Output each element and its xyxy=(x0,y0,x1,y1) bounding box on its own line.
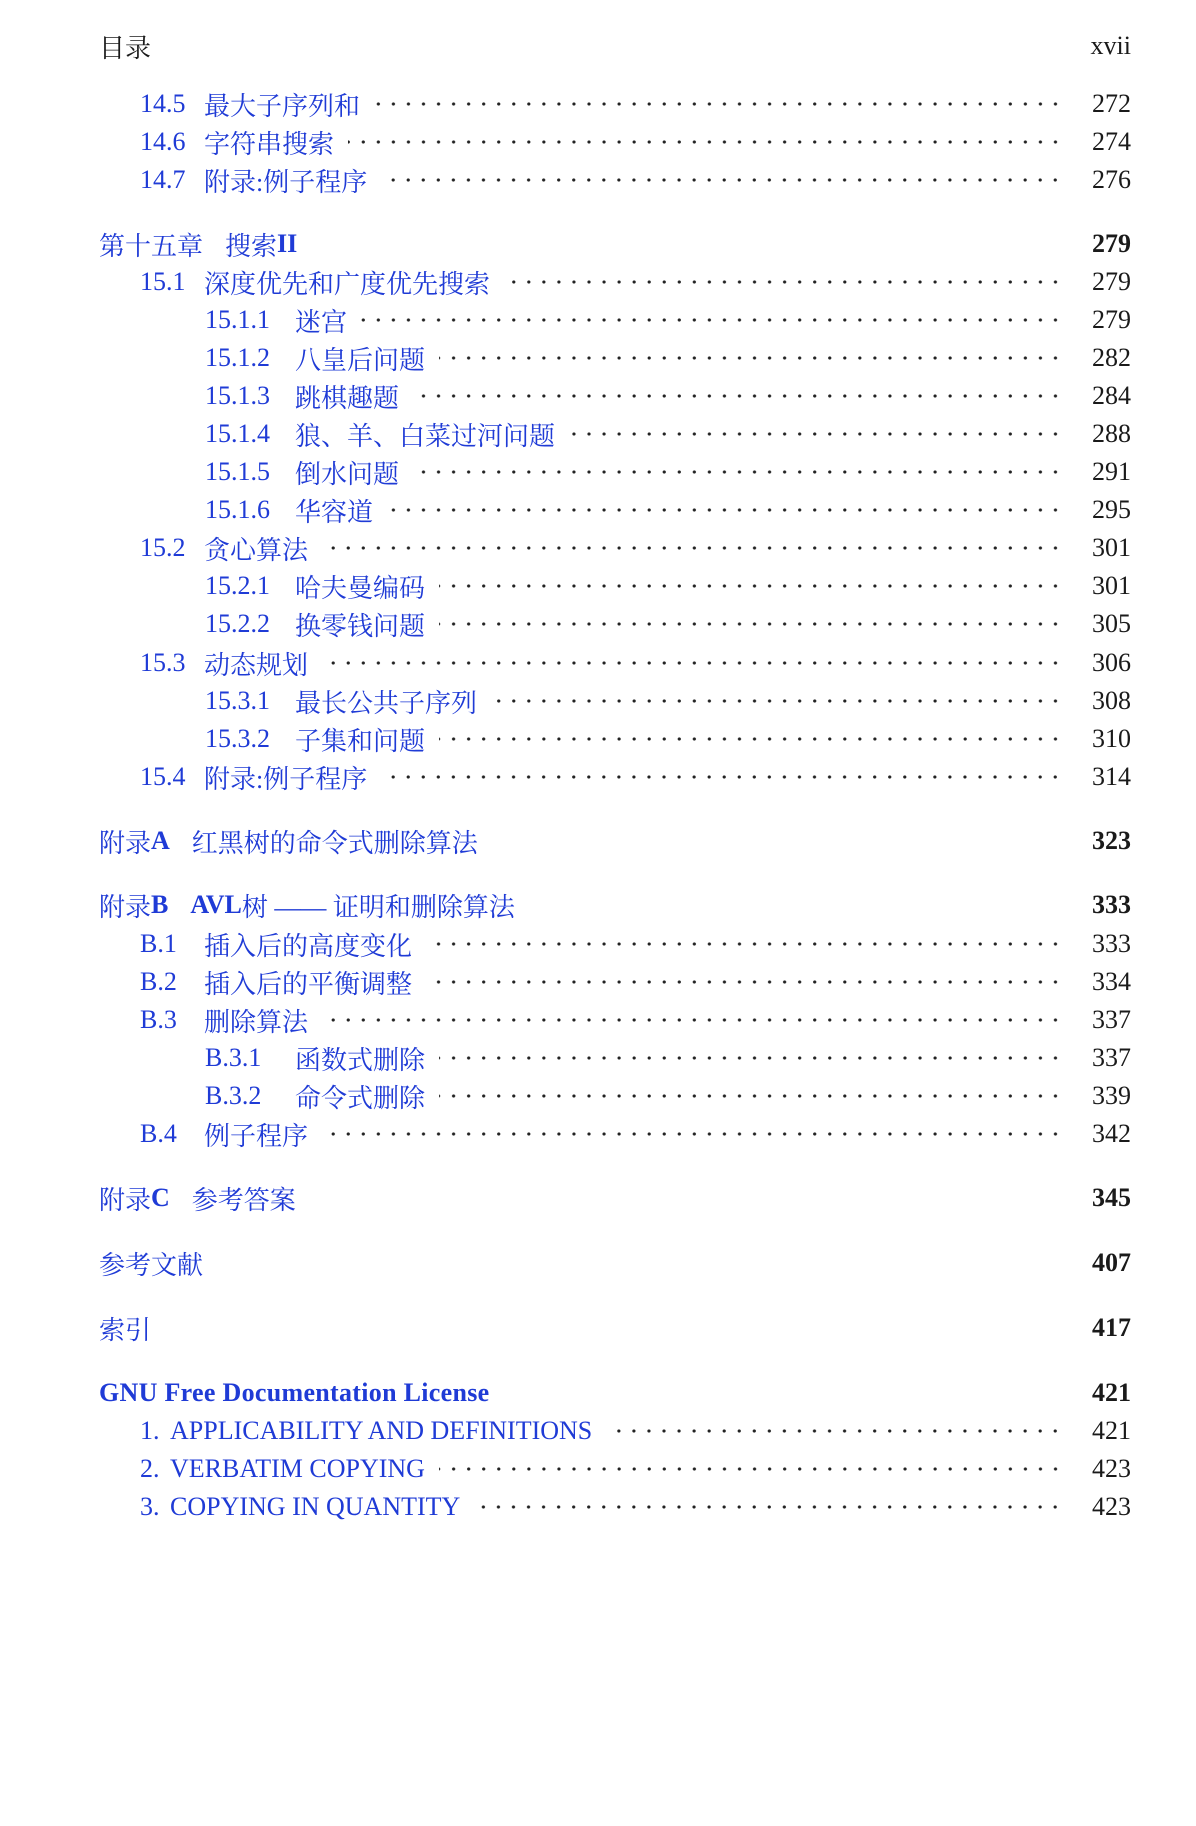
page-number: 276 xyxy=(1092,165,1131,194)
chapter-title: 索引 xyxy=(99,1315,152,1345)
section-number: 15.1 xyxy=(140,267,186,296)
section-number: 15.2 xyxy=(140,533,186,562)
leader-dots xyxy=(504,262,1063,302)
subsection-number: 15.3.1 xyxy=(205,686,270,715)
toc-entry-fdl-2[interactable] xyxy=(0,1449,1196,1489)
page-number: 301 xyxy=(1092,571,1131,600)
appendix-prefix: 附录 xyxy=(99,828,152,858)
subsection-title: 最长公共子序列 xyxy=(295,688,478,718)
toc-link[interactable] xyxy=(140,964,412,1001)
section-number: 2. xyxy=(140,1454,160,1483)
toc-link[interactable] xyxy=(99,1245,203,1282)
chapter-title: 搜索 xyxy=(225,231,278,261)
toc-link[interactable] xyxy=(140,1116,308,1153)
section-title: 删除算法 xyxy=(204,1007,309,1037)
toc-entry-b-3-1[interactable] xyxy=(0,1038,1196,1078)
leader-dots xyxy=(413,376,1063,416)
appendix-prefix: 附录 xyxy=(99,1185,152,1215)
subsection-number: 15.1.3 xyxy=(205,381,270,410)
toc-entry-14-7[interactable] xyxy=(0,160,1196,200)
toc-link[interactable] xyxy=(140,1454,425,1484)
toc-link[interactable] xyxy=(205,568,425,605)
section-title: 字符串搜索 xyxy=(204,129,335,159)
toc-link[interactable] xyxy=(205,683,477,720)
toc-link[interactable] xyxy=(140,124,334,161)
toc-link[interactable] xyxy=(205,492,373,529)
appendix-title: 红黑树的命令式删除算法 xyxy=(191,828,478,858)
toc-link[interactable] xyxy=(205,721,425,758)
subsection-number: 15.1.1 xyxy=(205,305,270,334)
leader-dots xyxy=(426,924,1063,964)
section-number: 15.4 xyxy=(140,762,186,791)
toc-entry-14-5[interactable] xyxy=(0,84,1196,124)
toc-link[interactable] xyxy=(140,1416,592,1446)
subsection-title: 八皇后问题 xyxy=(295,345,426,375)
subsection-title: 倒水问题 xyxy=(295,459,400,489)
toc-link[interactable] xyxy=(99,1310,151,1347)
page-number: 274 xyxy=(1092,127,1131,156)
toc-chapter-15[interactable] xyxy=(0,224,1196,264)
chapter-title-bold: II xyxy=(277,229,298,258)
page-number: 407 xyxy=(1092,1248,1131,1277)
toc-appendix-a[interactable] xyxy=(0,821,1196,861)
page-number: 314 xyxy=(1092,762,1131,791)
section-title: 深度优先和广度优先搜索 xyxy=(204,269,491,299)
page-number: 306 xyxy=(1092,648,1131,677)
subsection-number: 15.1.5 xyxy=(205,457,270,486)
page-number: 282 xyxy=(1092,343,1131,372)
toc-references[interactable] xyxy=(0,1243,1196,1283)
page-number: 417 xyxy=(1092,1313,1131,1342)
toc-link[interactable] xyxy=(140,645,308,682)
appendix-title-bold: AVL xyxy=(190,890,242,919)
toc-link[interactable] xyxy=(140,926,412,963)
subsection-title: 函数式删除 xyxy=(295,1045,426,1075)
section-number: 14.7 xyxy=(140,165,186,194)
page-number: 421 xyxy=(1092,1416,1131,1445)
page-number: 308 xyxy=(1092,686,1131,715)
leader-dots xyxy=(381,757,1063,797)
toc-entry-14-6[interactable] xyxy=(0,122,1196,162)
page-number: xvii xyxy=(1090,31,1131,60)
toc-link[interactable] xyxy=(205,416,555,453)
running-head-title: 目录 xyxy=(99,33,152,63)
page-number: 333 xyxy=(1092,890,1131,919)
section-title: COPYING IN QUANTITY xyxy=(170,1492,461,1521)
section-title: 插入后的平衡调整 xyxy=(204,969,413,999)
toc-entry-15-1-2[interactable] xyxy=(0,338,1196,378)
page-number: 279 xyxy=(1092,267,1131,296)
toc-link[interactable] xyxy=(140,264,490,301)
page-number: 339 xyxy=(1092,1081,1131,1110)
toc-link[interactable] xyxy=(140,759,367,796)
toc-entry-15-1-1[interactable] xyxy=(0,300,1196,340)
subsection-title: 换零钱问题 xyxy=(295,611,426,641)
appendix-title: 参考答案 xyxy=(191,1185,296,1215)
subsection-title: 哈夫曼编码 xyxy=(295,573,426,603)
leader-dots xyxy=(439,1038,1063,1078)
toc-link[interactable] xyxy=(99,1180,296,1217)
section-number: 15.3 xyxy=(140,648,186,677)
toc-link[interactable] xyxy=(99,887,515,924)
page-number: 279 xyxy=(1092,305,1131,334)
toc-entry-15-2-2[interactable] xyxy=(0,604,1196,644)
leader-dots xyxy=(474,1487,1063,1527)
toc-link[interactable] xyxy=(205,606,425,643)
page-number: 288 xyxy=(1092,419,1131,448)
section-number: B.4 xyxy=(140,1119,177,1148)
appendix-letter: A xyxy=(151,826,170,855)
toc-appendix-c[interactable] xyxy=(0,1178,1196,1218)
toc-entry-15-1-4[interactable] xyxy=(0,414,1196,454)
toc-link[interactable] xyxy=(140,86,360,123)
subsection-title: 跳棋趣题 xyxy=(295,383,400,413)
page-number: 423 xyxy=(1092,1454,1131,1483)
toc-link[interactable] xyxy=(140,1492,460,1522)
subsection-title: 华容道 xyxy=(295,497,374,527)
appendix-letter: C xyxy=(151,1183,170,1212)
toc-entry-b-4[interactable] xyxy=(0,1114,1196,1154)
leader-dots xyxy=(413,452,1063,492)
toc-entry-15-1-6[interactable] xyxy=(0,490,1196,530)
section-number: B.2 xyxy=(140,967,177,996)
page-number: 342 xyxy=(1092,1119,1131,1148)
section-title: 附录:例子程序 xyxy=(204,167,368,197)
leader-dots xyxy=(374,84,1063,124)
toc-link[interactable] xyxy=(205,1078,425,1115)
subsection-number: B.3.1 xyxy=(205,1043,262,1072)
toc-link[interactable] xyxy=(140,162,367,199)
running-head xyxy=(99,26,1131,66)
page-number: 279 xyxy=(1092,229,1131,258)
toc-entry-b-3-2[interactable] xyxy=(0,1076,1196,1116)
subsection-number: 15.1.6 xyxy=(205,495,270,524)
leader-dots xyxy=(426,962,1063,1002)
toc-link[interactable] xyxy=(99,823,478,860)
leader-dots xyxy=(439,719,1063,759)
subsection-number: 15.1.2 xyxy=(205,343,270,372)
toc-appendix-b[interactable] xyxy=(0,885,1196,925)
chapter-number: 第十五章 xyxy=(99,231,204,261)
toc-gnu-fdl[interactable] xyxy=(0,1373,1196,1413)
subsection-number: 15.3.2 xyxy=(205,724,270,753)
leader-dots xyxy=(439,604,1063,644)
page-number: 291 xyxy=(1092,457,1131,486)
toc-link[interactable] xyxy=(99,1378,490,1408)
toc-link[interactable] xyxy=(205,1040,425,1077)
toc-entry-15-1-3[interactable] xyxy=(0,376,1196,416)
subsection-number: B.3.2 xyxy=(205,1081,262,1110)
leader-dots xyxy=(491,681,1063,721)
leader-dots xyxy=(322,643,1063,683)
toc-entry-15-3-1[interactable] xyxy=(0,681,1196,721)
page-number: 305 xyxy=(1092,609,1131,638)
leader-dots xyxy=(439,1449,1063,1489)
section-number: 1. xyxy=(140,1416,160,1445)
toc-index[interactable] xyxy=(0,1308,1196,1348)
leader-dots xyxy=(322,1000,1063,1040)
subsection-number: 15.1.4 xyxy=(205,419,270,448)
subsection-number: 15.2.1 xyxy=(205,571,270,600)
toc-entry-15-3-2[interactable] xyxy=(0,719,1196,759)
toc-entry-b-2[interactable] xyxy=(0,962,1196,1002)
section-title: 例子程序 xyxy=(204,1121,309,1151)
appendix-title: 树 —— 证明和删除算法 xyxy=(241,892,515,922)
toc-entry-15-2-1[interactable] xyxy=(0,566,1196,606)
leader-dots xyxy=(439,338,1063,378)
page-number: 334 xyxy=(1092,967,1131,996)
leader-dots xyxy=(348,122,1063,162)
toc-link[interactable] xyxy=(99,226,297,263)
page-number: 323 xyxy=(1092,826,1131,855)
section-number: 14.5 xyxy=(140,89,186,118)
toc-entry-15-1[interactable] xyxy=(0,262,1196,302)
toc-entry-b-3[interactable] xyxy=(0,1000,1196,1040)
toc-entry-15-4[interactable] xyxy=(0,757,1196,797)
page-number: 337 xyxy=(1092,1043,1131,1072)
leader-dots xyxy=(439,1076,1063,1116)
section-number: B.3 xyxy=(140,1005,177,1034)
section-title: APPLICABILITY AND DEFINITIONS xyxy=(170,1416,593,1445)
leader-dots xyxy=(322,1114,1063,1154)
subsection-title: 迷宫 xyxy=(295,307,348,337)
page-number: 295 xyxy=(1092,495,1131,524)
subsection-title: 命令式删除 xyxy=(295,1083,426,1113)
page-number: 421 xyxy=(1092,1378,1131,1407)
page-number: 423 xyxy=(1092,1492,1131,1521)
section-title: 插入后的高度变化 xyxy=(204,931,413,961)
leader-dots xyxy=(569,414,1063,454)
page-number: 272 xyxy=(1092,89,1131,118)
page-number: 284 xyxy=(1092,381,1131,410)
toc-entry-15-3[interactable] xyxy=(0,643,1196,683)
page-number: 310 xyxy=(1092,724,1131,753)
leader-dots xyxy=(381,160,1063,200)
section-title: 附录:例子程序 xyxy=(204,764,368,794)
section-title: 最大子序列和 xyxy=(204,91,361,121)
toc-link[interactable] xyxy=(205,302,347,339)
toc-entry-15-2[interactable] xyxy=(0,528,1196,568)
toc-link[interactable] xyxy=(205,454,399,491)
section-title: 动态规划 xyxy=(204,650,309,680)
leader-dots xyxy=(322,528,1063,568)
page-number: 345 xyxy=(1092,1183,1131,1212)
section-number: 3. xyxy=(140,1492,160,1521)
page-number: 337 xyxy=(1092,1005,1131,1034)
toc-link[interactable] xyxy=(140,530,308,567)
subsection-number: 15.2.2 xyxy=(205,609,270,638)
toc-entry-b-1[interactable] xyxy=(0,924,1196,964)
appendix-prefix: 附录 xyxy=(99,892,152,922)
page-number: 301 xyxy=(1092,533,1131,562)
section-number: 14.6 xyxy=(140,127,186,156)
toc-entry-fdl-3[interactable] xyxy=(0,1487,1196,1527)
leader-dots xyxy=(606,1411,1063,1451)
leader-dots xyxy=(387,490,1063,530)
leader-dots xyxy=(361,300,1063,340)
toc-entry-15-1-5[interactable] xyxy=(0,452,1196,492)
chapter-title: 参考文献 xyxy=(99,1250,204,1280)
appendix-letter: B xyxy=(151,890,169,919)
page-number: 333 xyxy=(1092,929,1131,958)
leader-dots xyxy=(439,566,1063,606)
section-title: VERBATIM COPYING xyxy=(170,1454,425,1483)
subsection-title: 狼、羊、白菜过河问题 xyxy=(295,421,556,451)
toc-link[interactable] xyxy=(205,378,399,415)
section-number: B.1 xyxy=(140,929,177,958)
chapter-title-bold: GNU Free Documentation License xyxy=(99,1378,490,1407)
toc-entry-fdl-1[interactable] xyxy=(0,1411,1196,1451)
section-title: 贪心算法 xyxy=(204,535,309,565)
toc-link[interactable] xyxy=(205,340,425,377)
toc-link[interactable] xyxy=(140,1002,308,1039)
subsection-title: 子集和问题 xyxy=(295,726,426,756)
